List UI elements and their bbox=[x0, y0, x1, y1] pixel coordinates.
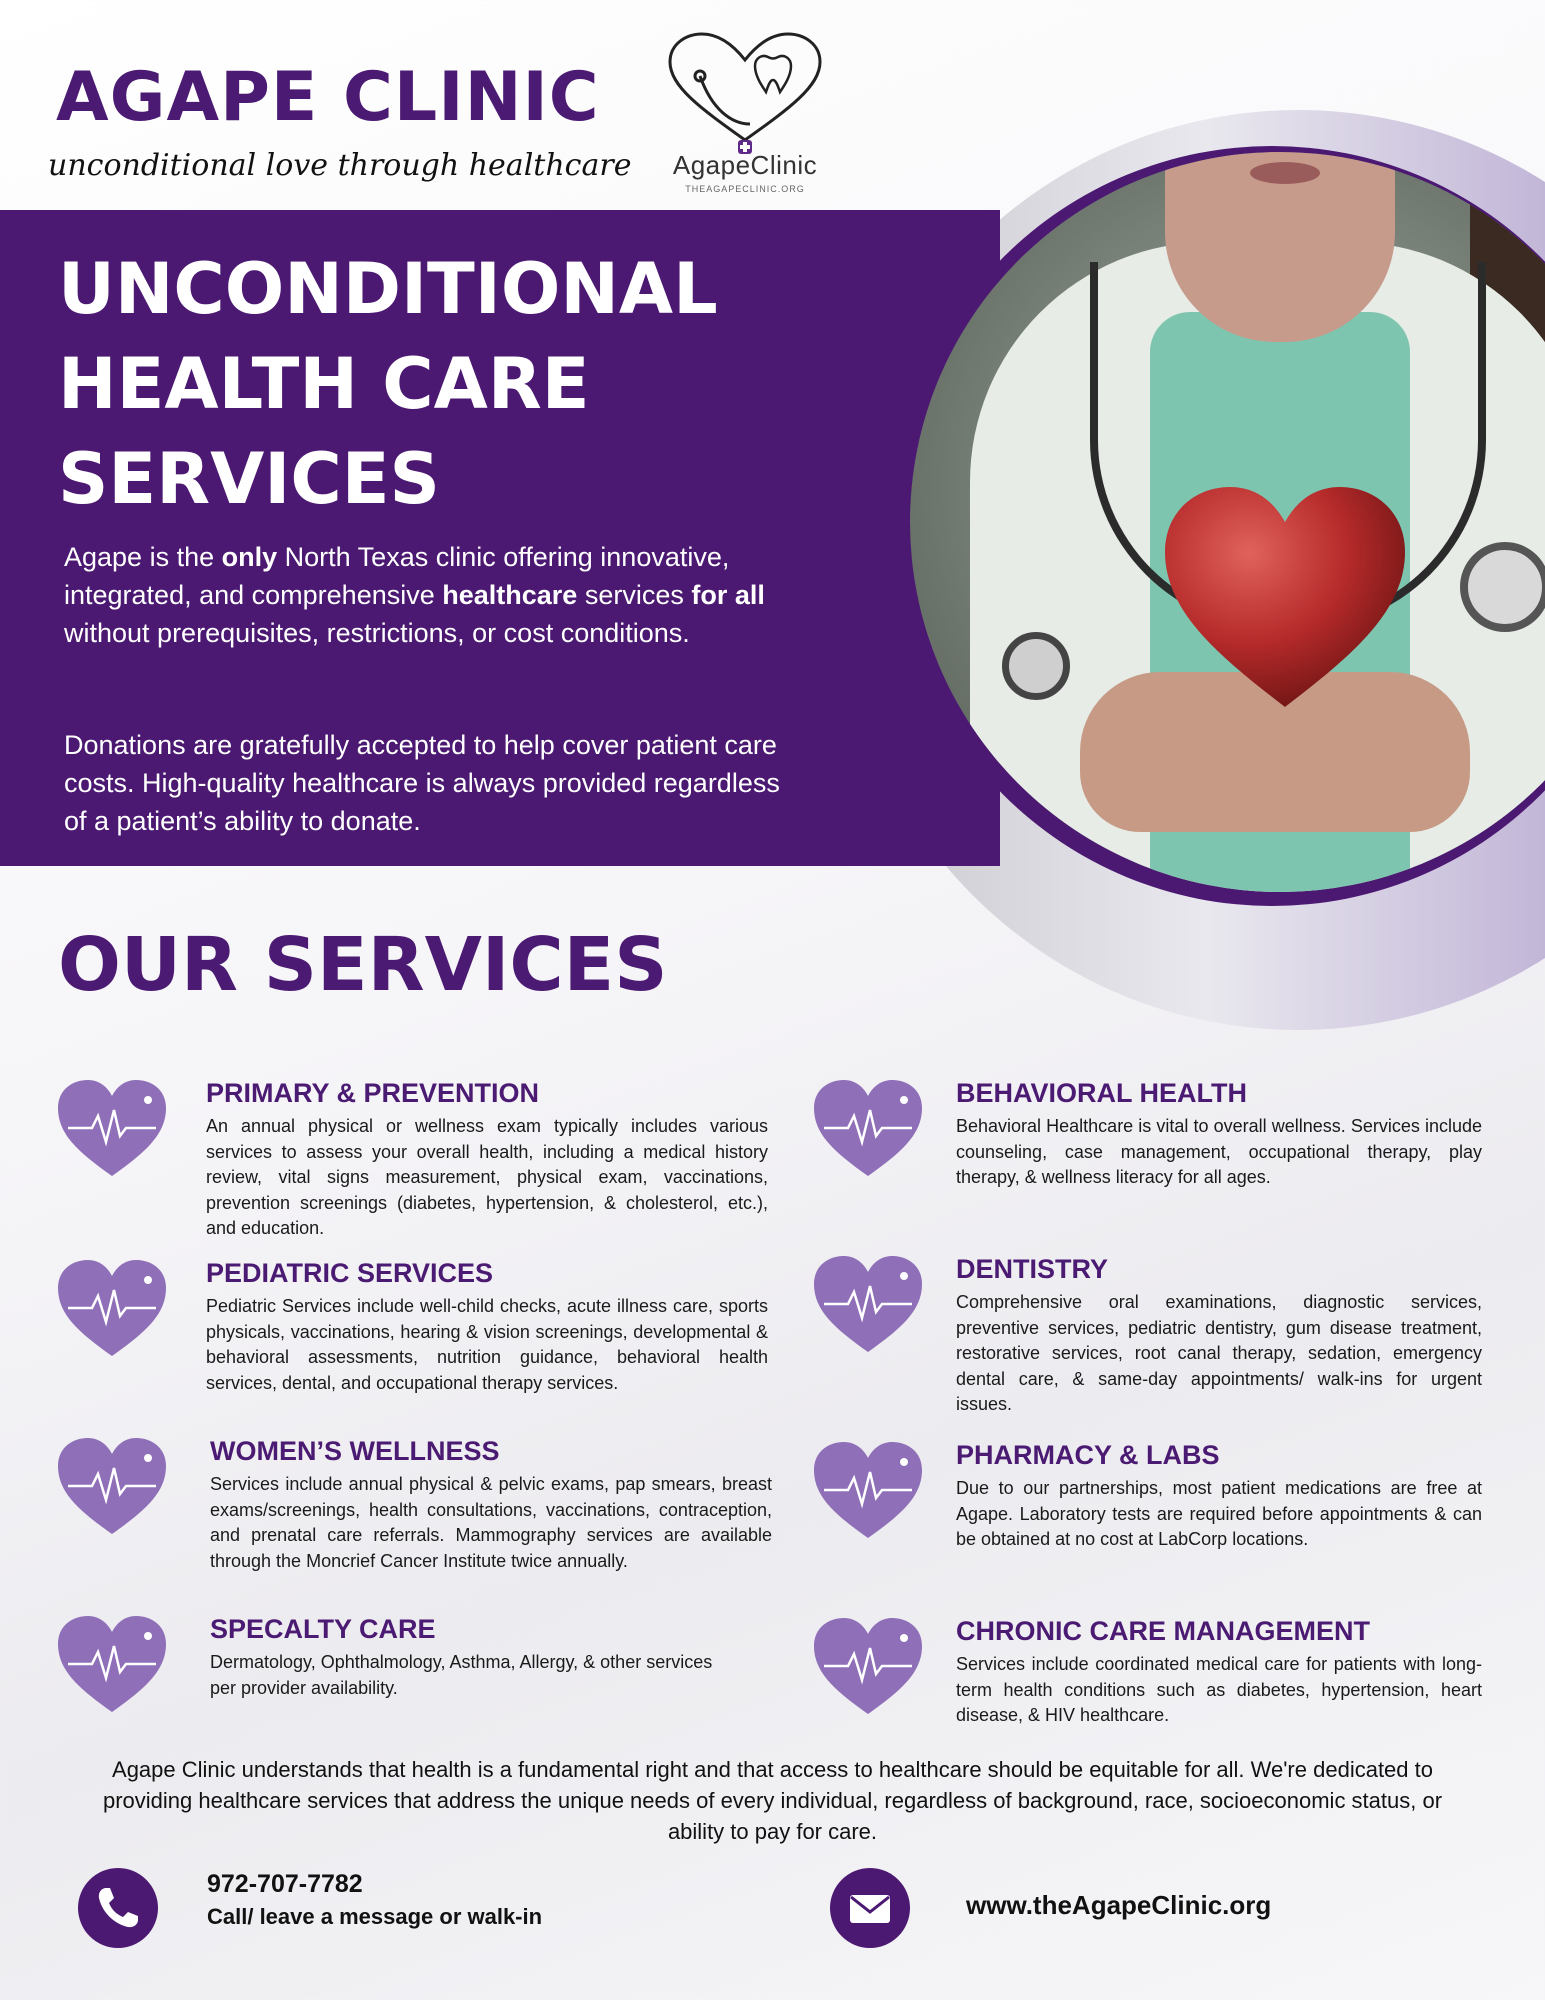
service-description: Comprehensive oral examinations, diagnostic services, preventive services, pediatric dentistry, gum disease treatment, restorative services, root canal therapy, sedation, emergency dental care, & same-day appointments/ walk-ins for urgent issues. bbox=[956, 1292, 1482, 1414]
website-link[interactable]: www.theAgapeClinic.org bbox=[966, 1890, 1272, 1920]
stethoscope-diaphragm bbox=[1002, 632, 1070, 700]
heartbeat-heart-icon bbox=[56, 1258, 168, 1358]
mail-envelope-icon bbox=[830, 1868, 910, 1948]
service-description: Dermatology, Ophthalmology, Asthma, Allergy, & other services per provider availability. bbox=[210, 1652, 713, 1698]
hero-title bbox=[58, 242, 818, 527]
service-description: Behavioral Healthcare is vital to overall wellness. Services include counseling, case management, occupational therapy, play therapy, & wellness literacy for all ages. bbox=[956, 1116, 1482, 1187]
intro-text-2: North Texas clinic offering innovative, integrated, and comprehensive bbox=[64, 542, 730, 610]
service-title: PHARMACY & LABS bbox=[956, 1440, 1220, 1470]
service-title: PEDIATRIC SERVICES bbox=[206, 1258, 494, 1288]
phone-handset-icon bbox=[78, 1868, 158, 1948]
service-title: CHRONIC CARE MANAGEMENT bbox=[956, 1616, 1370, 1646]
hero-title-line-3: SERVICES bbox=[58, 438, 440, 520]
service-title: DENTISTRY bbox=[956, 1254, 1109, 1284]
service-title: BEHAVIORAL HEALTH bbox=[956, 1078, 1248, 1108]
heartbeat-heart-icon bbox=[56, 1436, 168, 1536]
service-description: An annual physical or wellness exam typically includes various services to assess your overall health, including a medical history review, vital signs measurement, physical exam, vaccinations, prevention screenings (diabetes, hypertension, & cholesterol, etc.), and education. bbox=[206, 1116, 768, 1238]
envelope-icon[interactable] bbox=[830, 1868, 910, 1948]
stethoscope-chestpiece bbox=[1460, 542, 1545, 632]
intro-bold-2: healthcare bbox=[442, 580, 578, 610]
service-title: PRIMARY & PREVENTION bbox=[206, 1078, 540, 1108]
service-description: Services include annual physical & pelvic exams, pap smears, breast exams/screenings, health consultations, vaccinations, contraception, and prenatal care referrals. Mammography services are available through the Moncrief Cancer Institute twice annually. bbox=[210, 1474, 772, 1571]
service-title: SPECALTY CARE bbox=[210, 1614, 436, 1644]
hero-title-line-1: UNCONDITIONAL bbox=[58, 248, 718, 330]
red-heart-icon bbox=[1160, 482, 1410, 712]
intro-bold-1: only bbox=[221, 542, 278, 572]
phone-number[interactable]: 972-707-7782 bbox=[207, 1870, 363, 1898]
intro-text-4: without prerequisites, restrictions, or cost conditions. bbox=[64, 618, 690, 648]
heartbeat-heart-icon bbox=[56, 1614, 168, 1714]
heartbeat-heart-icon bbox=[56, 1078, 168, 1178]
intro-text-3: services bbox=[577, 580, 692, 610]
hero-title-line-2: HEALTH CARE bbox=[58, 343, 590, 425]
intro-text-1: Agape is the bbox=[64, 542, 222, 572]
heartbeat-heart-icon bbox=[812, 1616, 924, 1716]
services-heading: OUR SERVICES bbox=[58, 922, 668, 1008]
hero-donation-paragraph: Donations are gratefully accepted to help cover patient care costs. High-quality healthcare is always provided regardless of a patient’s ability to donate. bbox=[64, 730, 780, 836]
brand-tagline: unconditional love through healthcare bbox=[48, 148, 632, 183]
heart-stethoscope-logo-icon bbox=[660, 28, 830, 158]
heartbeat-heart-icon bbox=[812, 1254, 924, 1354]
intro-bold-3: for all bbox=[691, 580, 765, 610]
service-title: WOMEN’S WELLNESS bbox=[210, 1436, 500, 1466]
service-description: Services include coordinated medical care for patients with long-term health conditions such as diabetes, hypertension, heart disease, & HIV healthcare. bbox=[956, 1654, 1482, 1725]
heartbeat-heart-icon bbox=[812, 1078, 924, 1178]
logo-name: AgapeClinic bbox=[672, 150, 818, 180]
service-description: Pediatric Services include well-child checks, acute illness care, sports physicals, vaccinations, hearing & vision screenings, developmental & behavioral assessments, nutrition guidance, behavioral health services, dental, and occupational therapy services. bbox=[206, 1296, 768, 1393]
phone-note: Call/ leave a message or walk-in bbox=[207, 1904, 543, 1929]
phone-icon[interactable] bbox=[78, 1868, 158, 1948]
heartbeat-heart-icon bbox=[812, 1440, 924, 1540]
logo-url: THEAGAPECLINIC.ORG bbox=[685, 184, 805, 194]
photo-lips bbox=[1250, 162, 1320, 184]
hero-intro-paragraph bbox=[64, 538, 804, 652]
service-description: Due to our partnerships, most patient medications are free at Agape. Laboratory tests are required before appointments & can be obtained at no cost at LabCorp locations. bbox=[956, 1478, 1482, 1549]
clinic-logo bbox=[660, 28, 830, 198]
closing-statement: Agape Clinic understands that health is a fundamental right and that access to healthcare should be equitable for all. We're dedicated to providing healthcare services that address the unique needs of every individual, regardless of background, race, socioeconomic status, or ability to pay for care. bbox=[102, 1757, 1443, 1844]
brand-title: AGAPE CLINIC bbox=[56, 58, 600, 137]
